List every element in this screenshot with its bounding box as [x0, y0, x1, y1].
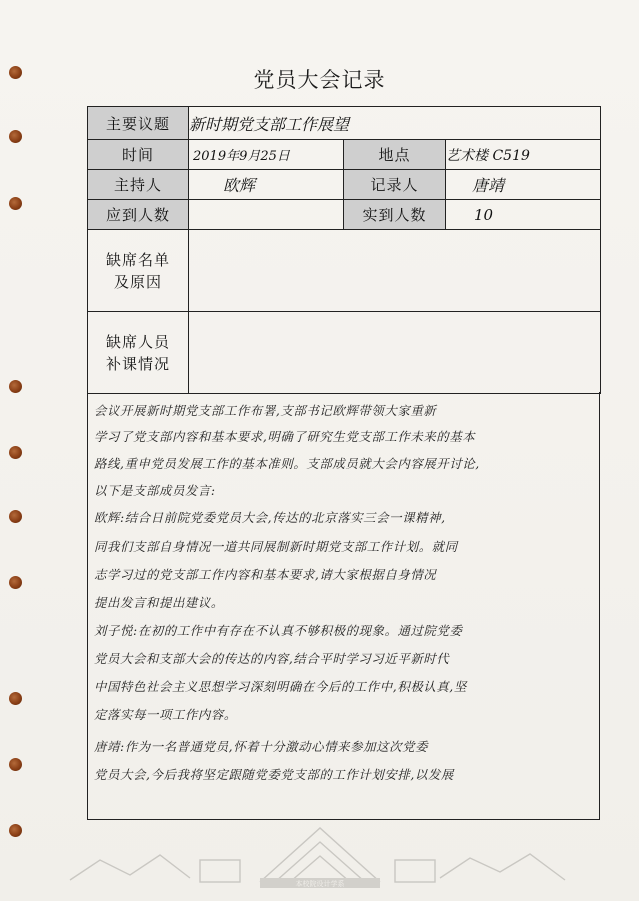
binder-hole: [9, 380, 22, 393]
absent-value: [189, 230, 601, 312]
watermark-caption: 本校院设计学系: [295, 880, 345, 888]
binder-hole: [9, 824, 22, 837]
page-title: 党员大会记录: [253, 68, 386, 92]
actual-count-label: 实到人数: [344, 200, 446, 230]
absent-label: [88, 230, 189, 312]
place-label: 地点: [344, 140, 446, 170]
binder-hole: [9, 510, 22, 523]
notes-line: 党员大会和支部大会的传达的内容,结合平时学习习近平新时代: [94, 651, 450, 666]
makeup-label-text: 缺席人员补课情况: [105, 332, 170, 373]
makeup-value: [189, 312, 601, 394]
binder-hole: [9, 692, 22, 705]
recorder-value: 唐靖: [446, 170, 601, 200]
notes-line: 中国特色社会主义思想学习深刻明确在今后的工作中,积极认真,坚: [94, 679, 467, 694]
notes-line: 党员大会,今后我将坚定跟随党委党支部的工作计划安排,以发展: [94, 767, 454, 782]
place-value: 艺术楼 C519: [446, 140, 601, 170]
host-value: 欧辉: [189, 170, 344, 200]
notes-line: 定落实每一项工作内容。: [94, 707, 237, 722]
notes-line: 同我们支部自身情况一道共同展制新时期党支部工作计划。就同: [94, 539, 458, 554]
topic-value: 新时期党支部工作展望: [189, 107, 601, 140]
binder-hole: [9, 576, 22, 589]
binder-hole: [9, 197, 22, 210]
notes-line: 学习了党支部内容和基本要求,明确了研究生党支部工作未来的基本: [94, 429, 476, 444]
time-value: 2019年9月25日: [189, 140, 344, 170]
binder-hole: [9, 130, 22, 143]
expected-count-value: [189, 200, 344, 230]
notes-line: 会议开展新时期党支部工作布署,支部书记欧辉带领大家重新: [94, 403, 437, 418]
recorder-label: 记录人: [344, 170, 446, 200]
topic-label: 主要议题: [88, 107, 189, 140]
notes-line: 唐靖:作为一名普通党员,怀着十分激动心情来参加这次党委: [94, 739, 429, 754]
binder-hole: [9, 446, 22, 459]
notes-line: 志学习过的党支部工作内容和基本要求,请大家根据自身情况: [94, 567, 437, 582]
absent-label-text: 缺席名单及原因: [105, 250, 170, 291]
notes-line: 提出发言和提出建议。: [94, 595, 224, 610]
host-label: 主持人: [88, 170, 189, 200]
notes-line: 欧辉:结合日前院党委党员大会,传达的北京落实三会一课精神,: [94, 510, 446, 525]
meeting-notes: [87, 392, 600, 820]
actual-count-value: 10: [446, 200, 601, 230]
notes-line: 刘子悦:在初的工作中有存在不认真不够积极的现象。通过院党委: [94, 623, 463, 638]
time-label: 时间: [88, 140, 189, 170]
notes-line: 以下是支部成员发言:: [94, 483, 216, 498]
makeup-label: [88, 312, 189, 394]
binder-hole: [9, 758, 22, 771]
meeting-info-table: [87, 106, 601, 394]
campus-watermark-illustration: [60, 820, 580, 890]
expected-count-label: 应到人数: [88, 200, 189, 230]
notes-line: 路线,重申党员发展工作的基本准则。支部成员就大会内容展开讨论,: [94, 456, 480, 471]
